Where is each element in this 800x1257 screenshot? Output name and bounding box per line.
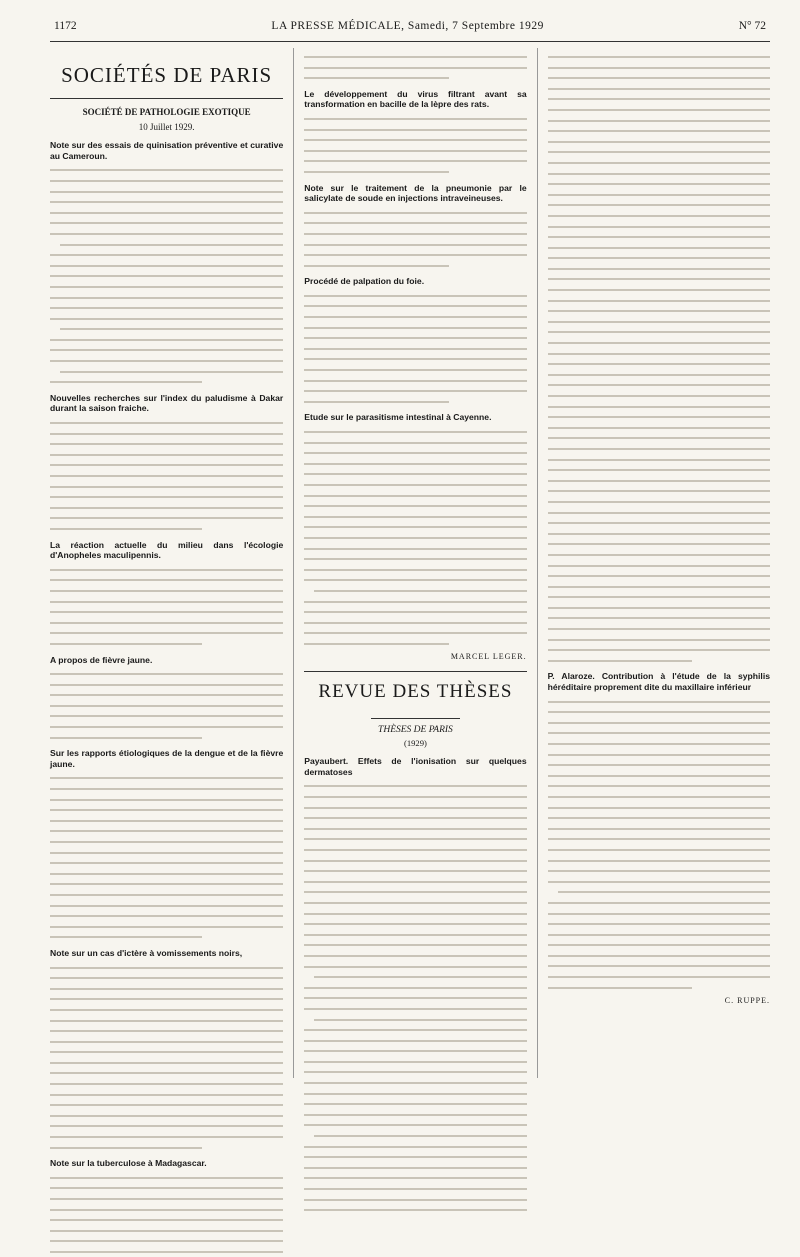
topic-heading: Note sur le traitement de la pneumonie par le salicylate de soude en injections intraveineuses.	[304, 182, 527, 204]
text-block	[50, 772, 283, 942]
text-block	[50, 164, 283, 386]
text-block	[50, 962, 283, 1153]
journal-title: LA PRESSE MÉDICALE, Samedi, 7 Septembre 1929	[271, 20, 544, 32]
text-block	[304, 780, 526, 1214]
page-header	[50, 20, 770, 42]
theses-subtitle: THÈSES DE PARIS	[378, 725, 453, 736]
topic-heading: Nouvelles recherches sur l'index du paludisme à Dakar durant la saison fraiche.	[50, 392, 284, 414]
topic-heading: A propos de fièvre jaune.	[50, 654, 153, 665]
text-block	[304, 113, 526, 177]
text-block	[50, 1172, 283, 1257]
theses-heading: REVUE DES THÈSES	[318, 681, 513, 703]
topic-heading: Etude sur le parasitisme intestinal à Cayenne.	[304, 412, 492, 423]
page-number: 1172	[54, 20, 77, 32]
topic-heading: Note sur des essais de quinisation préventive et curative au Cameroun.	[50, 140, 284, 161]
text-block	[304, 426, 526, 648]
thesis-heading: Payaubert. Effets de l'ionisation sur quelques dermatoses	[304, 756, 527, 777]
issue-number: N° 72	[738, 20, 766, 32]
text-block	[548, 696, 770, 993]
topic-heading: Le développement du virus filtrant avant sa transformation en bacille de la lèpre des rats.	[304, 88, 527, 110]
text-block	[304, 207, 526, 271]
text-block	[304, 290, 526, 407]
column-2	[293, 48, 526, 1078]
column-1	[50, 48, 284, 1169]
signature: C. RUPPE.	[724, 996, 770, 1006]
topic-heading: La réaction actuelle du milieu dans l'écologie d'Anopheles maculipennis.	[50, 539, 284, 561]
topic-heading: Procédé de palpation du foie.	[304, 276, 425, 287]
column-3	[537, 48, 770, 1078]
text-block	[50, 668, 283, 742]
text-block	[50, 417, 283, 534]
thesis-heading: P. Alaroze. Contribution à l'étude de la syphilis héréditaire proprement dite du maxillaire inférieur	[547, 671, 770, 693]
topic-heading: Note sur la tuberculose à Madagascar.	[50, 1158, 207, 1169]
session-date: 10 Juillet 1929.	[138, 121, 195, 132]
text-block	[50, 564, 283, 649]
text-block	[548, 51, 770, 665]
topic-heading: Note sur un cas d'ictère à vomissements noirs,	[50, 947, 243, 958]
signature: MARCEL LEGER.	[450, 652, 527, 662]
section-heading: SOCIÉTÉS DE PARIS	[61, 63, 273, 87]
theses-year: (1929)	[403, 737, 427, 748]
text-block	[304, 51, 526, 83]
topic-heading: Sur les rapports étiologiques de la dengue et de la fièvre jaune.	[50, 748, 284, 769]
society-title: SOCIÉTÉ DE PATHOLOGIE EXOTIQUE	[82, 107, 251, 117]
